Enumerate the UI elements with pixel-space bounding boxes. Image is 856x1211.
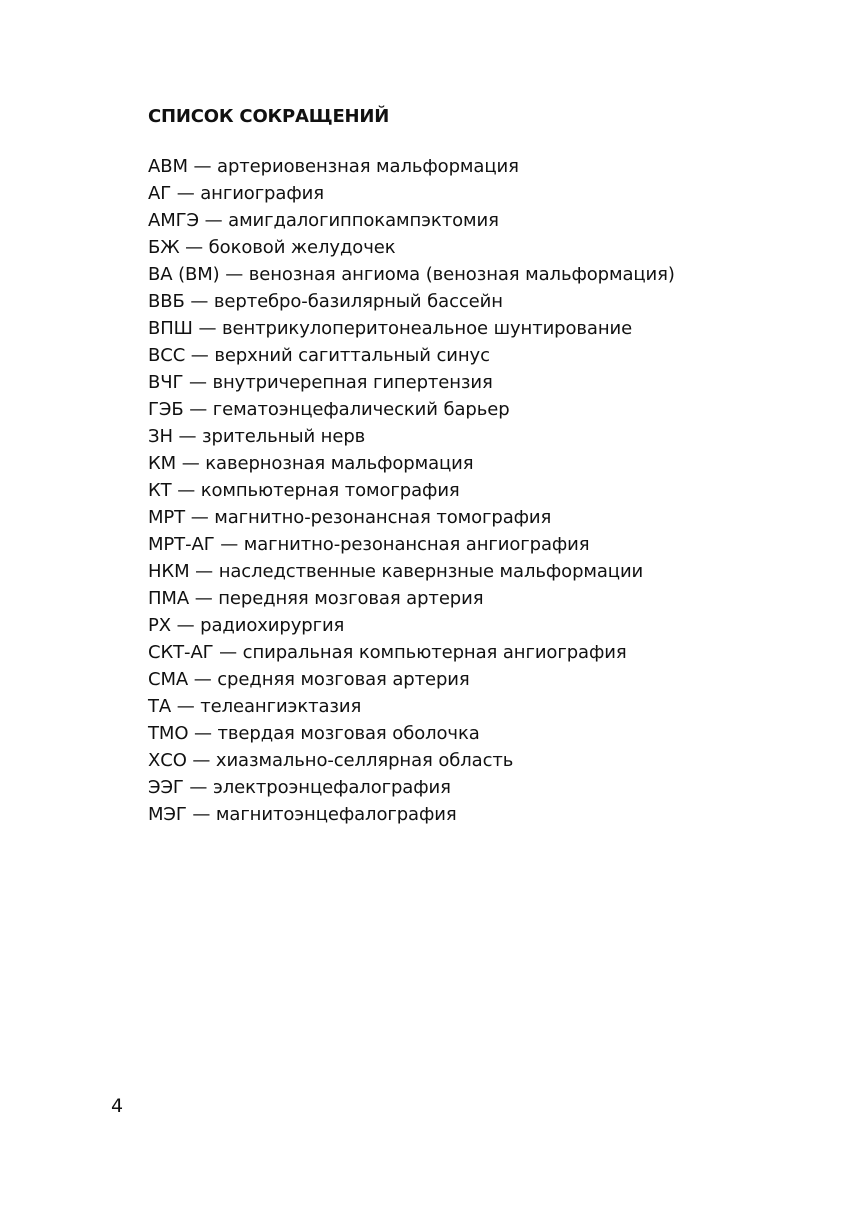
list-item: ТА — телеангиэктазия bbox=[148, 696, 362, 717]
list-item: МЭГ — магнитоэнцефалография bbox=[148, 804, 457, 825]
list-item: ВА (ВМ) — венозная ангиома (венозная мальформация) bbox=[148, 264, 675, 285]
list-item: ПМА — передняя мозговая артерия bbox=[148, 588, 484, 609]
list-item: КТ — компьютерная томография bbox=[148, 480, 460, 501]
list-item: ГЭБ — гематоэнцефалический барьер bbox=[148, 399, 510, 420]
list-item: ЗН — зрительный нерв bbox=[148, 426, 366, 447]
abbreviation-list bbox=[148, 153, 675, 828]
list-item: АГ — ангиография bbox=[148, 183, 324, 204]
list-item: СКТ-АГ — спиральная компьютерная ангиография bbox=[148, 642, 627, 663]
list-item: ТМО — твердая мозговая оболочка bbox=[148, 723, 480, 744]
list-item: АВМ — артериовензная мальформация bbox=[148, 156, 519, 177]
list-item: ВПШ — вентрикулоперитонеальное шунтирование bbox=[148, 318, 633, 339]
list-item: НКМ — наследственные кавернзные мальформации bbox=[148, 561, 644, 582]
page-number: 4 bbox=[111, 1095, 124, 1117]
list-item: КМ — кавернозная мальформация bbox=[148, 453, 474, 474]
list-item: ВЧГ — внутричерепная гипертензия bbox=[148, 372, 493, 393]
list-item: СМА — средняя мозговая артерия bbox=[148, 669, 470, 690]
list-item: ХСО — хиазмально-селлярная область bbox=[148, 750, 514, 771]
list-item: МРТ-АГ — магнитно-резонансная ангиография bbox=[148, 534, 590, 555]
page-title: СПИСОК СОКРАЩЕНИЙ bbox=[148, 106, 390, 127]
list-item: ЭЭГ — электроэнцефалография bbox=[148, 777, 451, 798]
list-item: РХ — радиохирургия bbox=[148, 615, 345, 636]
list-item: БЖ — боковой желудочек bbox=[148, 237, 396, 258]
list-item: ВСС — верхний сагиттальный синус bbox=[148, 345, 490, 366]
list-item: МРТ — магнитно-резонансная томография bbox=[148, 507, 552, 528]
list-item: ВВБ — вертебро-базилярный бассейн bbox=[148, 291, 503, 312]
list-item: АМГЭ — амигдалогиппокампэктомия bbox=[148, 210, 499, 231]
